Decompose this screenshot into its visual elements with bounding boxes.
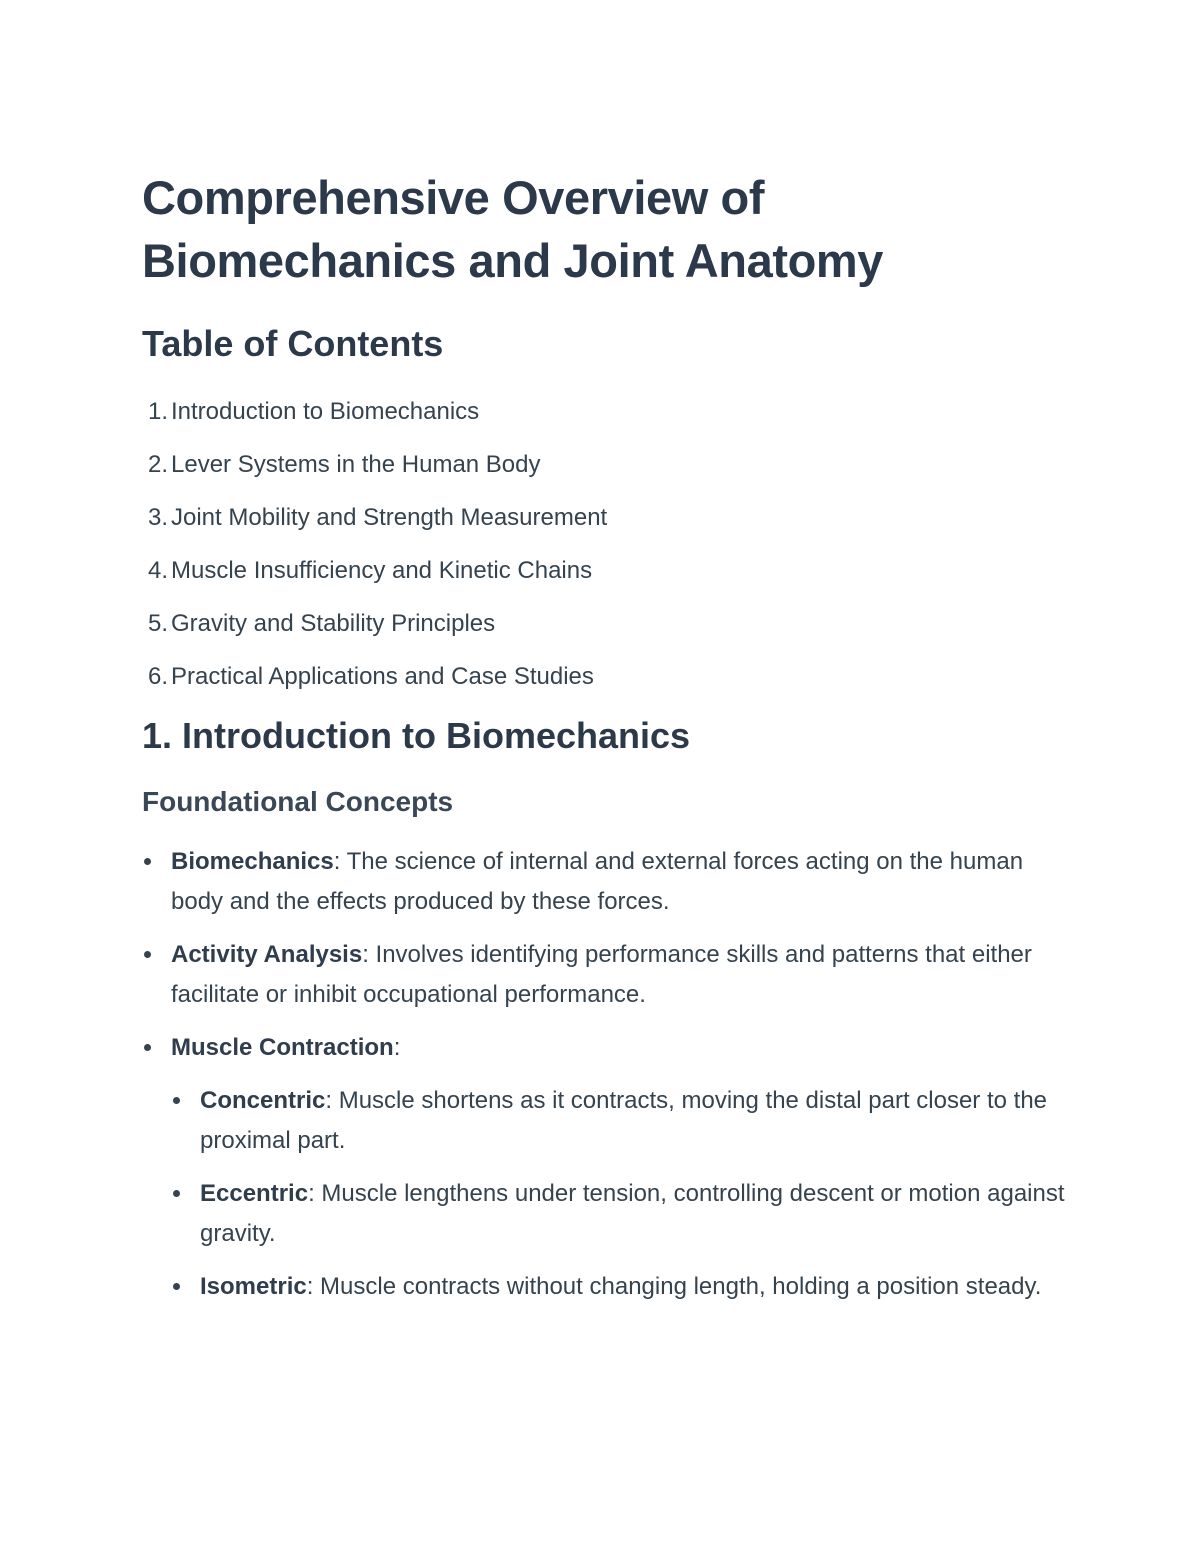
toc-item-number: 2. <box>147 451 168 478</box>
toc-item-number: 4. <box>147 557 168 584</box>
toc-heading: Table of Contents <box>142 323 444 364</box>
list-item <box>142 1028 1072 1307</box>
term: Concentric <box>200 1087 326 1114</box>
toc-item <box>142 502 1072 534</box>
toc-item <box>142 449 1072 481</box>
bullet-icon <box>144 951 151 958</box>
contraction-types-list <box>171 1081 1072 1307</box>
toc-item-number: 1. <box>147 398 168 425</box>
toc-item <box>142 661 1072 693</box>
term: Biomechanics <box>171 848 334 875</box>
term: Muscle Contraction <box>171 1034 394 1061</box>
toc-item <box>142 555 1072 587</box>
definition: : Muscle lengthens under tension, controlling descent or motion against gravity. <box>200 1180 1065 1247</box>
bullet-icon <box>144 1044 151 1051</box>
bullet-icon <box>144 858 151 865</box>
term: Isometric <box>200 1273 307 1300</box>
term: Activity Analysis <box>171 941 363 968</box>
toc-item-label: Muscle Insufficiency and Kinetic Chains <box>171 557 593 584</box>
concept-list <box>142 842 1072 1307</box>
toc-item-label: Lever Systems in the Human Body <box>171 451 541 478</box>
list-item <box>171 1081 1072 1161</box>
toc-item-label: Gravity and Stability Principles <box>171 610 496 637</box>
toc-item-label: Introduction to Biomechanics <box>171 398 480 425</box>
term: Eccentric <box>200 1180 309 1207</box>
bullet-icon <box>173 1097 180 1104</box>
document-title: Comprehensive Overview of Biomechanics and Joint Anatomy <box>142 171 884 287</box>
list-item <box>142 935 1072 1015</box>
toc-item-number: 3. <box>147 504 168 531</box>
definition: : Involves identifying performance skills and patterns that either facilitate or inhibit occupational performance. <box>171 941 1032 1008</box>
definition: : The science of internal and external forces acting on the human body and the effects produced by these forces. <box>171 848 1024 915</box>
definition: : <box>393 1034 401 1061</box>
definition: : Muscle contracts without changing length, holding a position steady. <box>306 1273 1042 1300</box>
definition: : Muscle shortens as it contracts, moving the distal part closer to the proximal part. <box>200 1087 1048 1154</box>
toc-item-label: Practical Applications and Case Studies <box>171 663 594 690</box>
document-page <box>142 166 1072 1320</box>
bullet-icon <box>173 1190 180 1197</box>
toc-item <box>142 396 1072 428</box>
toc-item-label: Joint Mobility and Strength Measurement <box>171 504 608 531</box>
list-item <box>171 1174 1072 1254</box>
section-heading: 1. Introduction to Biomechanics <box>142 715 691 756</box>
toc-item-number: 6. <box>147 663 168 690</box>
toc-item-number: 5. <box>147 610 168 637</box>
toc-list <box>142 396 1072 693</box>
toc-item <box>142 608 1072 640</box>
subsection-heading: Foundational Concepts <box>142 786 454 817</box>
bullet-icon <box>173 1283 180 1290</box>
list-item <box>171 1267 1072 1307</box>
list-item <box>142 842 1072 922</box>
